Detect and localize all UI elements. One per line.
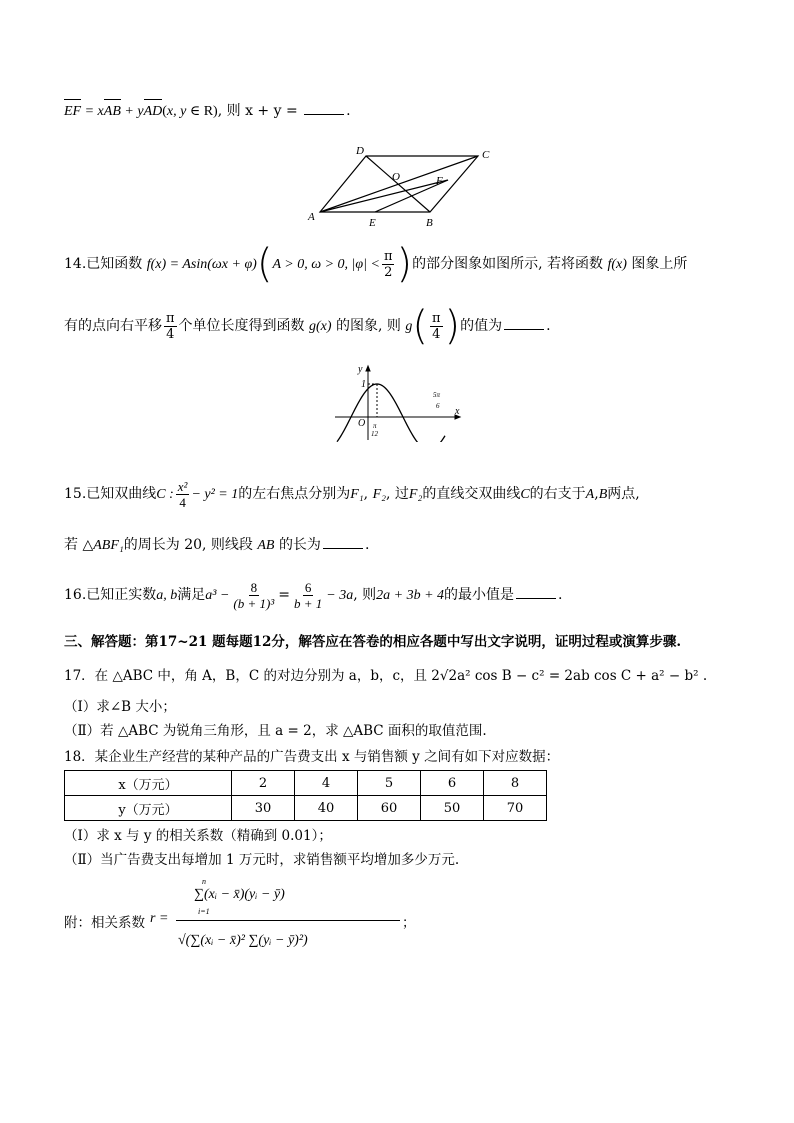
appendix-end: ；: [402, 915, 416, 931]
cell-y-3: 50: [421, 796, 484, 821]
q15-triangle: ABF₁: [93, 538, 124, 553]
q15-A: A: [585, 487, 595, 502]
fig14-tick2-den: 6: [436, 402, 440, 410]
q15-text-c: , 过: [386, 486, 409, 502]
q15-F2: F₂: [372, 487, 386, 502]
appendix-label: 附：相关系数: [64, 915, 145, 931]
row-label-y: y（万元）: [65, 796, 232, 821]
q16-ab: a, b: [156, 588, 178, 603]
label-E: E: [369, 217, 376, 229]
fig14-O: O: [358, 418, 366, 429]
q14-end: .: [546, 318, 551, 334]
q13-end: .: [346, 103, 351, 119]
q15-text-e: 的右支于: [529, 486, 586, 502]
fig14-x: x: [455, 406, 460, 417]
q14-condition: A > 0, ω > 0, |φ| <: [272, 257, 380, 272]
q15-curve-name: C :: [156, 487, 174, 502]
sum-bottom-num: i=1: [198, 907, 210, 916]
table-row-x: [65, 771, 547, 796]
q14-g: g: [405, 319, 413, 334]
fig14-one: 1: [361, 379, 366, 390]
q14-number: 14.: [64, 256, 87, 272]
q14-pi-over-4-b: [430, 311, 443, 342]
q14-fx: f(x): [607, 257, 627, 272]
q16-m3a: − 3a: [326, 588, 354, 603]
cell-x-0: 2: [232, 771, 295, 796]
q14-text-c: 图象上所: [631, 256, 688, 272]
cell-x-2: 5: [358, 771, 421, 796]
q15-text-a: 已知双曲线: [86, 486, 157, 502]
q14-text-f: 的图象, 则: [336, 318, 401, 334]
label-D: D: [356, 145, 364, 157]
q14-close-paren: ): [396, 241, 413, 287]
q15-eq: − y² = 1: [191, 487, 239, 502]
q14-answer-blank[interactable]: [504, 315, 544, 330]
q15-line1: [64, 474, 640, 515]
sum-top-num: n: [202, 877, 206, 886]
row-label-x: x（万元）: [65, 771, 232, 796]
frac-num: π: [383, 248, 393, 264]
cell-x-1: 4: [295, 771, 358, 796]
frac-num: π: [166, 310, 175, 326]
q15-B: B: [598, 487, 608, 502]
cell-x-4: 8: [484, 771, 547, 796]
q15-line2: [64, 534, 369, 556]
frac-num: 8: [250, 579, 258, 595]
q15-text-i: 的长为: [278, 537, 321, 553]
sep: ,: [594, 486, 599, 502]
q16-answer-blank[interactable]: [516, 584, 556, 599]
cell-x-3: 6: [421, 771, 484, 796]
q18-data-table: [64, 770, 547, 821]
q16-number: 16.: [64, 587, 87, 603]
label-A: A: [308, 211, 315, 223]
q13-tail-text: , 则 x + y =: [217, 103, 303, 119]
fraction-bar: [176, 920, 400, 921]
q15-number: 15.: [64, 486, 87, 502]
q14-sine-graph: [325, 362, 475, 442]
q14-pi-over-2: [382, 249, 395, 280]
appendix-r: r =: [150, 911, 169, 926]
q15-x2-over-4: [176, 479, 190, 510]
q15-text-h: 的周长为 20, 则线段: [123, 537, 253, 553]
paren: ): [444, 303, 461, 349]
sep: ,: [363, 486, 369, 502]
label-C: C: [482, 149, 490, 161]
q14-line2: [64, 303, 551, 349]
q14-text-a: 已知函数: [86, 256, 143, 272]
q15-text-d: 的直线交双曲线: [422, 486, 521, 502]
frac-den: 4: [166, 326, 175, 342]
q15-AB: AB: [257, 538, 275, 553]
q16-text-c: , 则: [353, 587, 377, 603]
q14-gx: g(x): [309, 319, 332, 334]
paren: (: [412, 303, 428, 349]
frac-den: 4: [432, 326, 441, 342]
q14-function: f(x) = Asin(ωx + φ): [146, 257, 257, 272]
q16-line: [64, 575, 562, 616]
cell-y-1: 40: [295, 796, 358, 821]
frac-den: 4: [179, 494, 186, 510]
label-B: B: [426, 217, 433, 229]
frac-den: (b + 1)³: [233, 595, 275, 611]
table-row-y: [65, 796, 547, 821]
formula-denominator: √(∑(xᵢ − x̄)² ∑(yᵢ − ȳ)²): [178, 933, 308, 948]
frac-den: b + 1: [293, 595, 323, 611]
q14-line1: [64, 241, 688, 287]
q16-end: .: [558, 587, 563, 603]
q17-statement: 17．在 △ABC 中，角 A，B，C 的对边分别为 a，b，c，且 2√2a² cos B − c² = 2ab cos C + a² − b² .: [64, 668, 708, 684]
label-F: F: [436, 175, 443, 187]
q15-F2b: F₂: [408, 487, 423, 502]
q18-part2: （Ⅱ）当广告费支出每增加 1 万元时，求销售额平均增加多少万元.: [64, 852, 460, 868]
q13-equation-line: [64, 100, 351, 122]
cell-y-2: 60: [358, 796, 421, 821]
frac-num: x²: [177, 478, 188, 494]
q15-text-b: 的左右焦点分别为: [238, 486, 351, 502]
q16-a3: a³ −: [205, 588, 230, 603]
q16-expr: 2a + 3b + 4: [376, 588, 445, 603]
label-O: O: [392, 171, 400, 183]
q16-frac-6: [292, 580, 324, 611]
fig14-tick1-num: π: [373, 422, 377, 430]
q15-C: C: [520, 487, 530, 502]
q16-text-d: 的最小值是: [444, 587, 515, 603]
q15-end: .: [364, 537, 370, 553]
q15-answer-blank[interactable]: [323, 534, 363, 549]
formula-fraction: [174, 875, 400, 970]
section-3-heading: 三、解答题：第17~21 题每题12分，解答应在答卷的相应各题中写出文字说明，证明过程或演算步骤.: [64, 634, 682, 650]
q16-text-a: 已知正实数: [86, 587, 157, 603]
q15-text-g: 若 △: [64, 537, 94, 553]
q14-open-paren: (: [256, 241, 273, 287]
q18-statement: 18．某企业生产经营的某种产品的广告费支出 x 与销售额 y 之间有如下对应数据：: [64, 749, 560, 765]
fig14-tick1-den: 12: [371, 430, 378, 438]
q15-text-f: 两点,: [607, 486, 640, 502]
formula-numerator: ∑(xᵢ − x̄)(yᵢ − ȳ): [194, 887, 285, 902]
q18-part1: （Ⅰ）求 x 与 y 的相关系数（精确到 0.01）；: [64, 828, 332, 844]
q14-text-d: 有的点向右平移: [64, 318, 162, 334]
q18-appendix: [64, 875, 464, 970]
q14-pi-over-4: [164, 311, 177, 342]
frac-num: π: [431, 310, 441, 326]
cell-y-0: 30: [232, 796, 295, 821]
q15-F1: F₁: [350, 487, 364, 502]
fig14-y: y: [358, 364, 363, 375]
q16-eq: =: [278, 587, 290, 603]
fig14-tick2-num: 5π: [433, 391, 441, 399]
frac-num: 6: [304, 579, 312, 595]
q14-text-g: 的值为: [460, 318, 503, 334]
cell-y-4: 70: [484, 796, 547, 821]
q14-text-e: 个单位长度得到函数: [178, 318, 305, 334]
q13-parallelogram-figure: [300, 140, 500, 235]
frac-den: 2: [384, 264, 393, 280]
q13-answer-blank[interactable]: [304, 100, 344, 115]
q17-part2: （Ⅱ）若 △ABC 为锐角三角形，且 a = 2，求 △ABC 面积的取值范围.: [64, 723, 487, 739]
q13-vector-expr: EF = xAB + yAD(x, y ∈ R): [64, 104, 218, 119]
q16-text-b: 满足: [177, 587, 206, 603]
q16-frac-8: [231, 580, 276, 611]
q14-text-b: 的部分图象如图所示, 若将函数: [412, 256, 603, 272]
q17-part1: （Ⅰ）求∠B 大小；: [64, 699, 176, 715]
